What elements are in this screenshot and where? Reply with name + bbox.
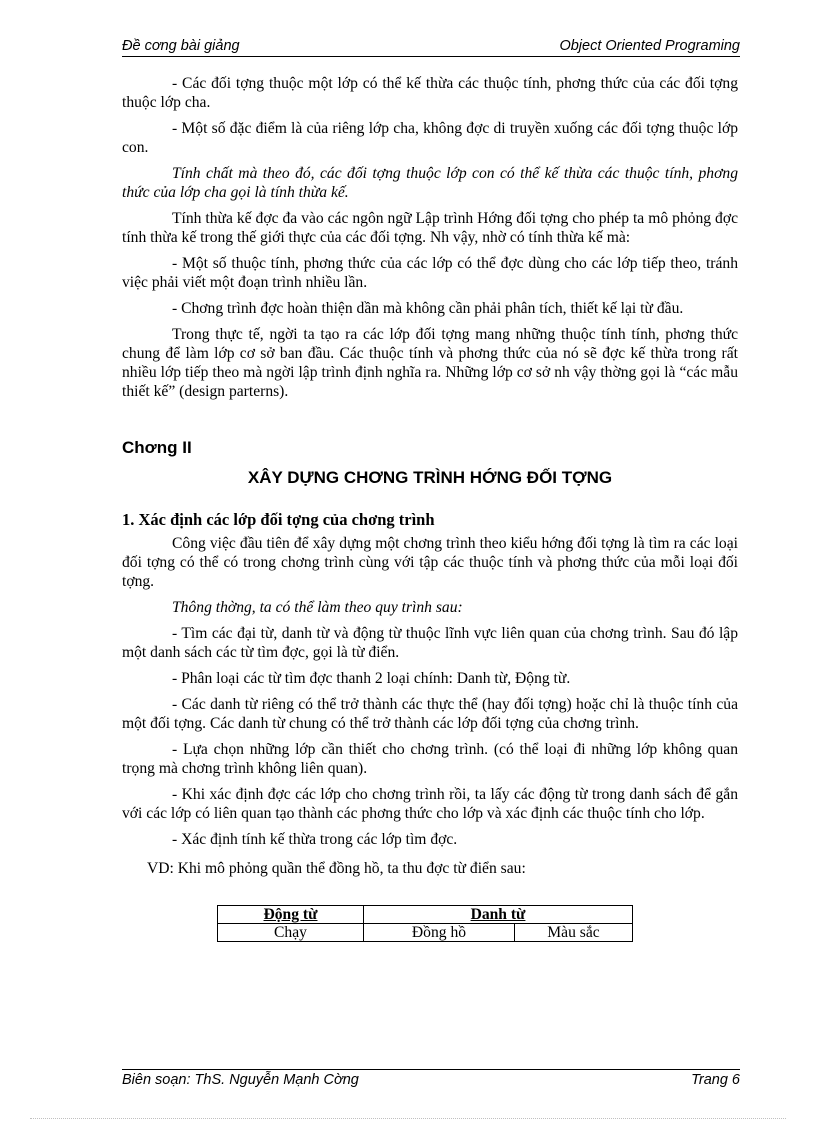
paragraph: - Khi xác định đợc các lớp cho chơng trình rồi, ta lấy các động từ trong danh sách để gắn với các lớp có liên quan tạo thành các phơng thức cho lớp và xác định các thuộc tính cho lớp. xyxy=(122,786,738,822)
table-cell: Màu sắc xyxy=(515,924,633,942)
table-header-cell: Động từ xyxy=(218,906,364,924)
paragraph: Tính thừa kế đợc đa vào các ngôn ngữ Lập trình Hớng đối tợng cho phép ta mô phỏng đợc tính thừa kế trong thế giới thực của các đối tợng. Nh vậy, nhờ có tính thừa kế mà: xyxy=(122,210,738,246)
paragraph-italic: Tính chất mà theo đó, các đối tợng thuộc lớp con có thể kế thừa các thuộc tính, phơng thức của lớp cha gọi là tính thừa kế. xyxy=(122,165,738,201)
chapter-label: Chơng II xyxy=(122,438,192,457)
page-footer xyxy=(122,1069,740,1090)
paragraph: - Lựa chọn những lớp cần thiết cho chơng trình. (có thể loại đi những lớp không quan trọng mà chơng trình không liên quan). xyxy=(122,741,738,777)
chapter-title: XÂY DỰNG CHƠNG TRÌNH HỚNG ĐỐI TỢNG xyxy=(247,468,613,487)
paragraph: - Xác định tính kế thừa trong các lớp tìm đợc. xyxy=(172,831,458,848)
table-cell: Đồng hồ xyxy=(364,924,515,942)
paragraph: - Chơng trình đợc hoàn thiện dần mà không cần phải phân tích, thiết kế lại từ đầu. xyxy=(172,300,684,317)
table-header-cell: Danh từ xyxy=(364,906,633,924)
footer-right: Trang 6 xyxy=(691,1072,740,1088)
paragraph: Công việc đầu tiên để xây dựng một chơng trình theo kiểu hớng đối tợng là tìm ra các loại đối tợng có thể có trong chơng trình cùng với tập các thuộc tính và phơng thức của mỗi loại đối tợng. xyxy=(122,535,738,590)
table-row xyxy=(218,924,633,942)
table-header-row xyxy=(218,906,633,924)
header-left: Đề cơng bài giảng xyxy=(122,38,240,54)
paragraph: - Một số thuộc tính, phơng thức của các lớp có thể đợc dùng cho các lớp tiếp theo, tránh việc phải viết một đoạn trình nhiều lần. xyxy=(122,255,738,291)
table-cell: Chạy xyxy=(218,924,364,942)
paragraph: Trong thực tế, ngời ta tạo ra các lớp đối tợng mang những thuộc tính tính, phơng thức chung để làm lớp cơ sở ban đầu. Các thuộc tính và phơng thức của nó sẽ đợc kế thừa trong rất nhiều lớp tiếp theo mà ngời lập trình định nghĩa ra. Những lớp cơ sở nh vậy thờng gọi là “các mẫu thiết kế” (design parterns). xyxy=(122,326,738,400)
paragraph: - Các danh từ riêng có thể trở thành các thực thể (hay đối tợng) hoặc chỉ là thuộc tính của một đối tợng. Các danh từ chung có thể trở thành các lớp đối tợng của chơng trình. xyxy=(122,696,738,732)
example-line: VD: Khi mô phỏng quần thể đồng hồ, ta thu đợc từ điển sau: xyxy=(147,860,526,877)
page-body xyxy=(122,74,738,942)
paragraph: - Một số đặc điểm là của riêng lớp cha, không đợc di truyền xuống các đối tợng thuộc lớp con. xyxy=(122,120,738,156)
paragraph: - Phân loại các từ tìm đợc thanh 2 loại chính: Danh từ, Động từ. xyxy=(172,670,571,687)
paragraph-italic: Thông thờng, ta có thể làm theo quy trình sau: xyxy=(172,599,463,616)
page-header xyxy=(122,38,740,57)
dictionary-table xyxy=(217,905,633,942)
footer-left: Biên soạn: ThS. Nguyễn Mạnh Cờng xyxy=(122,1072,359,1088)
header-right: Object Oriented Programing xyxy=(559,38,740,54)
section-heading: 1. Xác định các lớp đối tợng của chơng trình xyxy=(122,510,435,529)
paragraph: - Các đối tợng thuộc một lớp có thể kế thừa các thuộc tính, phơng thức của các đối tợng thuộc lớp cha. xyxy=(122,75,738,111)
page-edge-divider xyxy=(30,1118,786,1119)
paragraph: - Tìm các đại từ, danh từ và động từ thuộc lĩnh vực liên quan của chơng trình. Sau đó lập một danh sách các từ tìm đợc, gọi là từ điển. xyxy=(122,625,738,661)
